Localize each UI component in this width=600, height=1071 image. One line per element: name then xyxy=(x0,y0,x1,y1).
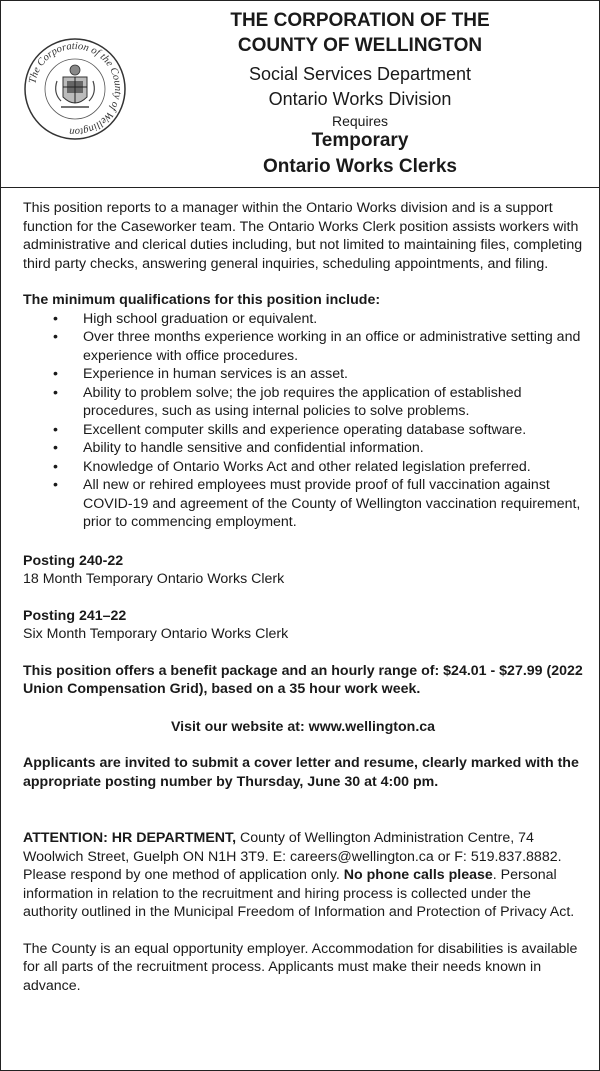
qualifications-list xyxy=(23,310,583,532)
attention-lead: ATTENTION: HR DEPARTMENT, xyxy=(23,830,237,846)
svg-text:The Corporation of the County: The Corporation of the County of Wellington xyxy=(27,40,124,138)
org-title-line1: THE CORPORATION OF THE xyxy=(230,10,490,31)
posting-number-2: Posting 241–22 xyxy=(23,607,127,624)
org-title-line2: COUNTY OF WELLINGTON xyxy=(237,35,483,56)
bullet-icon: • xyxy=(53,329,58,345)
list-item: • Knowledge of Ontario Works Act and other related legislation preferred. xyxy=(53,458,531,475)
ad-header xyxy=(1,1,599,188)
bullet-icon: • xyxy=(53,421,58,438)
position-title-line1: Temporary xyxy=(311,130,409,151)
posting-description-1: 18 Month Temporary Ontario Works Clerk xyxy=(23,571,285,587)
bullet-icon: • xyxy=(53,477,58,493)
apply-instructions: Applicants are invited to submit a cover letter and resume, clearly marked with the appropriate posting number by Thursday, June 30 at 4:00 pm. xyxy=(23,755,579,790)
list-item: • Excellent computer skills and experience operating database software. xyxy=(53,421,527,438)
no-phone-calls: No phone calls please xyxy=(343,867,493,883)
ad-body xyxy=(23,199,583,995)
department-name: Social Services Department xyxy=(248,64,472,84)
crest-icon xyxy=(56,65,95,107)
bullet-icon: • xyxy=(53,440,58,456)
equal-opportunity-paragraph: The County is an equal opportunity employer. Accommodation for disabilities is available for all parts of the recruitment process. Applicants must make their needs known in advance. xyxy=(23,940,578,994)
division-name: Ontario Works Division xyxy=(268,89,452,109)
list-item: • All new or rehired employees must provide proof of full vaccination against COVID-19 and agreement of the County of Wellington vaccination requirement, prior to commencing employment. xyxy=(53,477,581,530)
list-item: • High school graduation or equivalent. xyxy=(53,310,318,327)
benefit-paragraph: This position offers a benefit package and an hourly range of: $24.01 - $27.99 (2022 Union Compensation Grid), based on a 35 hour work week. xyxy=(23,662,583,697)
requires-label: Requires xyxy=(331,113,389,129)
list-item: • Ability to handle sensitive and confidential information. xyxy=(53,440,424,456)
posting-number-1: Posting 240-22 xyxy=(23,552,124,569)
website-line: Visit our website at: www.wellington.ca xyxy=(170,718,436,735)
bullet-icon: • xyxy=(53,366,58,382)
intro-paragraph: This position reports to a manager within the Ontario Works division and is a support function for the Caseworker team. The Ontario Works Clerk position assists workers with administrative and clerical duties including, but not limited to maintaining files, completing third party checks, answering general inquiries, scheduling appointments, and filing. xyxy=(23,200,583,272)
bullet-icon: • xyxy=(53,384,58,401)
bullet-icon: • xyxy=(53,458,58,475)
attention-paragraph: ATTENTION: HR DEPARTMENT, County of Wellington Administration Centre, 74 Woolwich Street, Guelph ON N1H 3T9. E: careers@wellington.ca or F: 519.837.8882. Please respond by one method of application only. No phone calls please. Personal information in relation to the recruitment and hiring process is collected under the authority outlined in the Municipal Freedom of Information and Protection of Privacy Act. xyxy=(23,830,575,920)
list-item: • Over three months experience working in an office or administrative setting and experience with office procedures. xyxy=(53,329,581,364)
posting-description-2: Six Month Temporary Ontario Works Clerk xyxy=(23,626,289,642)
position-title-line2: Ontario Works Clerks xyxy=(263,156,457,177)
list-item: • Experience in human services is an asset. xyxy=(53,366,348,382)
county-seal-logo xyxy=(23,37,127,141)
bullet-icon: • xyxy=(53,310,58,327)
qualifications-heading: The minimum qualifications for this position include: xyxy=(23,292,381,308)
list-item: • Ability to problem solve; the job requires the application of established procedures, such as using internal policies to solve problems. xyxy=(53,384,522,419)
